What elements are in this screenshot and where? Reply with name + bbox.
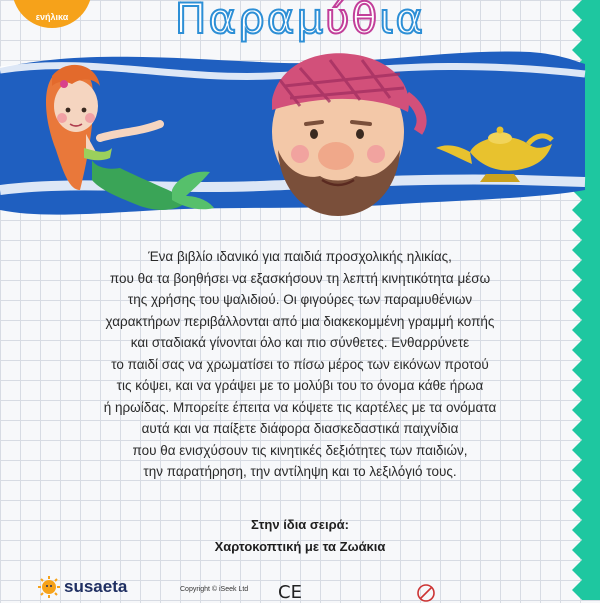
- description-line: αυτά και να παίξετε διάφορα διασκεδαστικά παιχνίδια: [141, 421, 459, 436]
- age-warning-icon: [416, 584, 436, 602]
- series-info: [100, 514, 500, 558]
- description-text: [100, 246, 500, 483]
- description-line: και σταδιακά γίνονται όλο και πιο σύνθετες. Ενθαρρύνετε: [130, 335, 470, 350]
- description-line: χαρακτήρων περιβάλλονται από μια διακεκομμένη γραμμή κοπής: [105, 313, 495, 329]
- description-line: που θα ενισχύσουν τις κινητικές δεξιότητες των παιδιών,: [132, 442, 468, 458]
- ce-mark: CE: [278, 582, 302, 603]
- series-title: Χαρτοκοπτική με τα Ζωάκια: [214, 539, 386, 554]
- title-part-c: ια: [379, 0, 426, 43]
- title-part-a: Παραμ: [174, 0, 326, 43]
- publisher-logo: [38, 576, 127, 598]
- description-line: τις κόψει, και να γράψει με το μολύβι του το όνομα κάθε ήρωα: [116, 378, 484, 393]
- series-heading: Στην ίδια σειρά:: [251, 517, 349, 532]
- title-part-b: ύθ: [325, 0, 380, 43]
- badge-label: ενήλικα: [35, 12, 69, 22]
- sun-icon: [38, 576, 60, 598]
- description-line: που θα τα βοηθήσει να εξασκήσουν τη λεπτή κινητικότητα μέσω: [109, 270, 491, 286]
- description-line: της χρήσης του ψαλιδιού. Οι φιγούρες των παραμυθένιων: [127, 292, 473, 307]
- book-title: [0, 0, 600, 43]
- publisher-name: susaeta: [64, 577, 128, 596]
- description-line: την παρατήρηση, την αντίληψη και το λεξιλόγιό τους.: [143, 464, 457, 479]
- description-line: Ένα βιβλίο ιδανικό για παιδιά προσχολικής ηλικίας,: [148, 249, 452, 264]
- description-line: το παιδί σας να χρωματίσει το πίσω μέρος των εικόνων προτού: [111, 356, 489, 372]
- illustration-band: [0, 40, 600, 220]
- footer: [0, 572, 600, 603]
- copyright-text: Copyright © iSeek Ltd: [180, 586, 249, 593]
- description-line: ή ηρωίδας. Μπορείτε έπειτα να κόψετε τις καρτέλες με τα ονόματα: [103, 399, 497, 415]
